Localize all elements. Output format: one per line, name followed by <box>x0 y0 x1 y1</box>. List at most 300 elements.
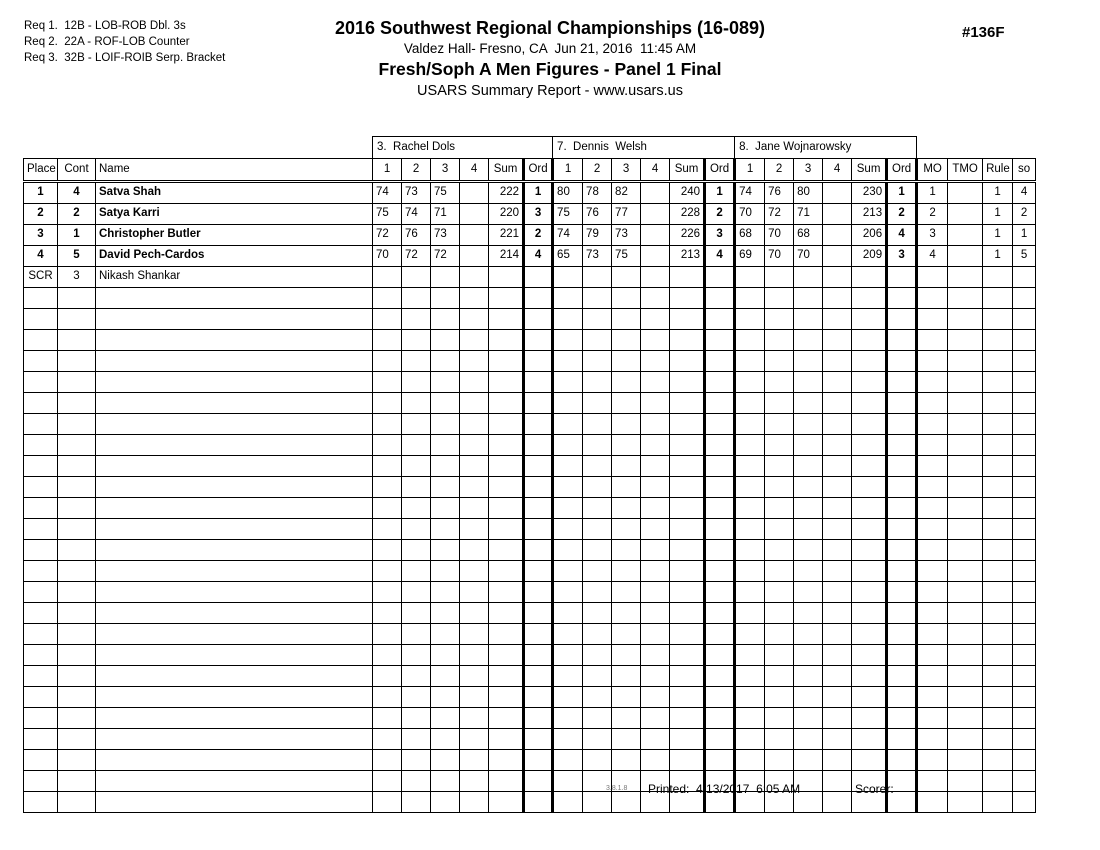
col-header-so: so <box>1013 159 1036 182</box>
empty-cell <box>489 582 524 603</box>
empty-cell <box>460 456 489 477</box>
score-cell: 75 <box>612 246 641 267</box>
empty-cell <box>612 351 641 372</box>
empty-cell <box>852 582 887 603</box>
empty-cell <box>705 351 735 372</box>
empty-cell <box>402 288 431 309</box>
empty-cell <box>983 582 1013 603</box>
score-cell: 69 <box>735 246 765 267</box>
empty-cell <box>983 624 1013 645</box>
empty-cell <box>58 582 96 603</box>
empty-cell <box>887 309 917 330</box>
empty-cell <box>887 708 917 729</box>
empty-cell <box>58 792 96 813</box>
empty-cell <box>794 519 823 540</box>
requirement-1: Req 1. 12B - LOB-ROB Dbl. 3s <box>24 20 186 32</box>
empty-cell <box>917 498 948 519</box>
mo-cell: 2 <box>917 204 948 225</box>
empty-cell <box>948 288 983 309</box>
empty-cell <box>823 645 852 666</box>
empty-cell <box>58 624 96 645</box>
empty-cell <box>983 435 1013 456</box>
empty-cell <box>460 393 489 414</box>
empty-cell <box>489 435 524 456</box>
empty-cell <box>983 771 1013 792</box>
score-cell <box>460 267 489 288</box>
empty-cell <box>489 330 524 351</box>
empty-cell <box>948 477 983 498</box>
empty-cell <box>96 351 373 372</box>
empty-cell <box>96 372 373 393</box>
empty-cell <box>489 792 524 813</box>
empty-cell <box>641 582 670 603</box>
empty-cell <box>823 519 852 540</box>
empty-cell <box>489 561 524 582</box>
sum-cell: 220 <box>489 204 524 225</box>
empty-cell <box>96 498 373 519</box>
score-cell: 74 <box>553 225 583 246</box>
empty-cell <box>852 393 887 414</box>
summary-table <box>23 136 1036 813</box>
empty-cell <box>583 561 612 582</box>
empty-cell <box>670 624 705 645</box>
empty-cell <box>1013 498 1036 519</box>
empty-cell <box>887 414 917 435</box>
empty-cell <box>24 687 58 708</box>
place-cell: 3 <box>24 225 58 246</box>
empty-cell <box>553 372 583 393</box>
sum-cell <box>489 267 524 288</box>
empty-cell <box>794 603 823 624</box>
empty-cell <box>489 456 524 477</box>
so-cell: 2 <box>1013 204 1036 225</box>
empty-cell <box>96 666 373 687</box>
empty-cell <box>583 456 612 477</box>
empty-cell <box>583 540 612 561</box>
empty-cell <box>641 645 670 666</box>
empty-cell <box>794 330 823 351</box>
empty-cell <box>735 519 765 540</box>
score-cell: 75 <box>553 204 583 225</box>
ord-cell <box>524 267 553 288</box>
empty-cell <box>431 771 460 792</box>
score-cell <box>641 225 670 246</box>
place-cell: 1 <box>24 182 58 204</box>
empty-cell <box>583 645 612 666</box>
title-block <box>0 18 1100 99</box>
empty-cell <box>373 729 402 750</box>
empty-cell <box>670 288 705 309</box>
empty-cell <box>670 477 705 498</box>
empty-cell <box>58 477 96 498</box>
empty-cell <box>583 624 612 645</box>
empty-cell <box>852 561 887 582</box>
empty-cell <box>58 288 96 309</box>
empty-cell <box>431 330 460 351</box>
empty-cell <box>852 645 887 666</box>
empty-cell <box>852 603 887 624</box>
empty-cell <box>823 603 852 624</box>
empty-cell <box>887 477 917 498</box>
empty-cell <box>1013 414 1036 435</box>
empty-cell <box>735 645 765 666</box>
name-cell: Christopher Butler <box>96 225 373 246</box>
col-header-rule: Rule <box>983 159 1013 182</box>
empty-cell <box>460 435 489 456</box>
empty-cell <box>58 687 96 708</box>
empty-cell <box>641 414 670 435</box>
score-cell: 72 <box>373 225 402 246</box>
empty-cell <box>641 624 670 645</box>
empty-cell <box>852 414 887 435</box>
empty-cell <box>948 540 983 561</box>
ord-cell <box>705 267 735 288</box>
score-cell: 72 <box>402 246 431 267</box>
empty-cell <box>553 330 583 351</box>
so-cell <box>1013 267 1036 288</box>
empty-cell <box>983 456 1013 477</box>
empty-cell <box>823 750 852 771</box>
empty-cell <box>983 351 1013 372</box>
cont-cell: 2 <box>58 204 96 225</box>
name-cell: Satva Shah <box>96 182 373 204</box>
empty-cell <box>670 435 705 456</box>
empty-cell <box>948 708 983 729</box>
empty-cell <box>24 372 58 393</box>
empty-cell <box>670 498 705 519</box>
empty-cell <box>917 393 948 414</box>
empty-cell <box>735 561 765 582</box>
empty-cell <box>852 351 887 372</box>
empty-cell <box>823 771 852 792</box>
empty-cell <box>402 309 431 330</box>
empty-cell <box>735 456 765 477</box>
mo-cell <box>917 267 948 288</box>
empty-cell <box>96 582 373 603</box>
empty-cell <box>670 372 705 393</box>
empty-cell <box>983 666 1013 687</box>
empty-cell <box>887 351 917 372</box>
empty-cell <box>96 288 373 309</box>
sum-cell: 206 <box>852 225 887 246</box>
empty-cell <box>402 414 431 435</box>
empty-cell <box>1013 540 1036 561</box>
empty-cell <box>553 414 583 435</box>
empty-cell <box>553 792 583 813</box>
empty-cell <box>1013 687 1036 708</box>
empty-cell <box>823 477 852 498</box>
cont-cell: 5 <box>58 246 96 267</box>
empty-cell <box>983 330 1013 351</box>
empty-cell <box>612 708 641 729</box>
empty-cell <box>765 540 794 561</box>
empty-cell <box>431 393 460 414</box>
empty-cell <box>983 603 1013 624</box>
empty-cell <box>431 309 460 330</box>
empty-cell <box>612 687 641 708</box>
empty-cell <box>670 519 705 540</box>
col-header-2-judge3: 2 <box>765 159 794 182</box>
empty-cell <box>794 540 823 561</box>
empty-cell <box>524 435 553 456</box>
empty-cell <box>524 645 553 666</box>
empty-cell <box>96 519 373 540</box>
empty-cell <box>823 456 852 477</box>
empty-cell <box>402 645 431 666</box>
empty-cell <box>489 351 524 372</box>
judge-header-1: 3. Rachel Dols <box>373 137 553 159</box>
score-cell <box>641 182 670 204</box>
ord-cell: 1 <box>524 182 553 204</box>
empty-cell <box>373 498 402 519</box>
empty-cell <box>735 624 765 645</box>
empty-cell <box>431 351 460 372</box>
sum-cell: 214 <box>489 246 524 267</box>
empty-cell <box>735 498 765 519</box>
empty-cell <box>983 729 1013 750</box>
empty-cell <box>852 708 887 729</box>
empty-cell <box>794 414 823 435</box>
empty-cell <box>887 645 917 666</box>
empty-cell <box>24 309 58 330</box>
col-header-1-judge3: 1 <box>735 159 765 182</box>
score-cell <box>402 267 431 288</box>
empty-cell <box>24 645 58 666</box>
empty-cell <box>373 561 402 582</box>
empty-cell <box>705 456 735 477</box>
tmo-cell <box>948 246 983 267</box>
mo-cell: 1 <box>917 182 948 204</box>
rule-cell: 1 <box>983 246 1013 267</box>
empty-cell <box>402 435 431 456</box>
empty-cell <box>735 666 765 687</box>
score-cell: 71 <box>431 204 460 225</box>
empty-cell <box>735 582 765 603</box>
empty-cell <box>1013 708 1036 729</box>
empty-cell <box>641 435 670 456</box>
empty-cell <box>24 708 58 729</box>
empty-cell <box>1013 519 1036 540</box>
score-cell <box>823 204 852 225</box>
empty-cell <box>705 582 735 603</box>
empty-cell <box>823 729 852 750</box>
empty-cell <box>765 729 794 750</box>
empty-cell <box>553 729 583 750</box>
empty-cell <box>373 792 402 813</box>
empty-cell <box>887 582 917 603</box>
empty-cell <box>765 750 794 771</box>
empty-cell <box>58 330 96 351</box>
empty-cell <box>917 372 948 393</box>
empty-cell <box>402 771 431 792</box>
empty-cell <box>524 309 553 330</box>
empty-cell <box>583 750 612 771</box>
empty-cell <box>553 708 583 729</box>
sum-cell: 213 <box>852 204 887 225</box>
empty-cell <box>887 393 917 414</box>
empty-cell <box>1013 330 1036 351</box>
score-cell: 76 <box>583 204 612 225</box>
empty-cell <box>765 666 794 687</box>
empty-cell <box>735 393 765 414</box>
empty-cell <box>794 729 823 750</box>
empty-cell <box>705 624 735 645</box>
empty-cell <box>553 435 583 456</box>
empty-cell <box>553 687 583 708</box>
score-cell: 70 <box>765 246 794 267</box>
band-spacer-left <box>24 137 373 159</box>
empty-cell <box>948 498 983 519</box>
empty-cell <box>887 603 917 624</box>
col-header-3-judge2: 3 <box>612 159 641 182</box>
empty-cell <box>852 666 887 687</box>
empty-cell <box>765 414 794 435</box>
empty-cell <box>58 603 96 624</box>
empty-cell <box>431 477 460 498</box>
empty-cell <box>24 561 58 582</box>
empty-cell <box>583 414 612 435</box>
ord-cell: 4 <box>524 246 553 267</box>
event-title: Fresh/Soph A Men Figures - Panel 1 Final <box>378 59 722 79</box>
empty-cell <box>96 477 373 498</box>
empty-cell <box>765 435 794 456</box>
empty-cell <box>735 288 765 309</box>
empty-cell <box>58 561 96 582</box>
empty-cell <box>887 372 917 393</box>
score-cell: 76 <box>402 225 431 246</box>
empty-cell <box>705 540 735 561</box>
empty-cell <box>612 729 641 750</box>
empty-cell <box>524 624 553 645</box>
empty-cell <box>612 393 641 414</box>
empty-cell <box>948 393 983 414</box>
empty-cell <box>24 624 58 645</box>
empty-cell <box>58 519 96 540</box>
score-cell <box>583 267 612 288</box>
empty-cell <box>612 372 641 393</box>
empty-cell <box>489 750 524 771</box>
empty-cell <box>431 456 460 477</box>
empty-cell <box>431 687 460 708</box>
empty-cell <box>794 288 823 309</box>
empty-cell <box>705 645 735 666</box>
summary-table-body <box>24 137 1036 813</box>
empty-cell <box>402 687 431 708</box>
empty-cell <box>583 477 612 498</box>
empty-cell <box>852 435 887 456</box>
empty-cell <box>887 456 917 477</box>
empty-cell <box>705 477 735 498</box>
empty-cell <box>765 372 794 393</box>
empty-cell <box>917 666 948 687</box>
empty-cell <box>612 750 641 771</box>
ord-cell: 3 <box>887 246 917 267</box>
sum-cell: 226 <box>670 225 705 246</box>
empty-cell <box>670 645 705 666</box>
col-header-mo: MO <box>917 159 948 182</box>
empty-cell <box>373 624 402 645</box>
empty-cell <box>373 645 402 666</box>
empty-cell <box>917 288 948 309</box>
empty-cell <box>641 540 670 561</box>
empty-cell <box>794 645 823 666</box>
empty-cell <box>670 330 705 351</box>
empty-cell <box>460 477 489 498</box>
report-type-line: USARS Summary Report - www.usars.us <box>417 83 683 99</box>
score-cell <box>823 182 852 204</box>
empty-cell <box>612 645 641 666</box>
empty-cell <box>948 561 983 582</box>
empty-cell <box>402 540 431 561</box>
empty-cell <box>765 330 794 351</box>
empty-cell <box>670 582 705 603</box>
empty-cell <box>402 750 431 771</box>
empty-cell <box>705 288 735 309</box>
empty-cell <box>373 666 402 687</box>
empty-cell <box>58 498 96 519</box>
col-header-ord-judge2: Ord <box>705 159 735 182</box>
empty-cell <box>402 729 431 750</box>
empty-cell <box>460 708 489 729</box>
empty-cell <box>641 708 670 729</box>
score-cell: 70 <box>765 225 794 246</box>
ord-cell: 4 <box>887 225 917 246</box>
col-header-3-judge1: 3 <box>431 159 460 182</box>
empty-cell <box>823 687 852 708</box>
empty-cell <box>402 498 431 519</box>
empty-cell <box>96 729 373 750</box>
empty-cell <box>583 519 612 540</box>
empty-cell <box>460 309 489 330</box>
empty-cell <box>794 624 823 645</box>
empty-cell <box>612 666 641 687</box>
empty-cell <box>612 414 641 435</box>
empty-cell <box>373 414 402 435</box>
score-cell: 72 <box>765 204 794 225</box>
sum-cell: 230 <box>852 182 887 204</box>
empty-cell <box>794 477 823 498</box>
empty-cell <box>524 687 553 708</box>
empty-cell <box>823 582 852 603</box>
empty-cell <box>96 771 373 792</box>
empty-cell <box>24 498 58 519</box>
empty-cell <box>670 750 705 771</box>
empty-cell <box>402 351 431 372</box>
name-cell: David Pech-Cardos <box>96 246 373 267</box>
empty-cell <box>765 603 794 624</box>
empty-cell <box>823 309 852 330</box>
empty-cell <box>823 288 852 309</box>
empty-cell <box>373 351 402 372</box>
score-cell: 75 <box>373 204 402 225</box>
score-cell: 76 <box>765 182 794 204</box>
judge-header-3: 8. Jane Wojnarowsky <box>735 137 917 159</box>
cont-cell: 4 <box>58 182 96 204</box>
empty-cell <box>489 477 524 498</box>
ord-cell: 3 <box>524 204 553 225</box>
empty-cell <box>1013 351 1036 372</box>
empty-cell <box>96 414 373 435</box>
empty-cell <box>765 393 794 414</box>
empty-cell <box>917 477 948 498</box>
score-cell <box>553 267 583 288</box>
empty-cell <box>1013 729 1036 750</box>
empty-cell <box>705 309 735 330</box>
empty-cell <box>402 393 431 414</box>
empty-cell <box>553 309 583 330</box>
score-cell: 70 <box>373 246 402 267</box>
empty-cell <box>705 330 735 351</box>
